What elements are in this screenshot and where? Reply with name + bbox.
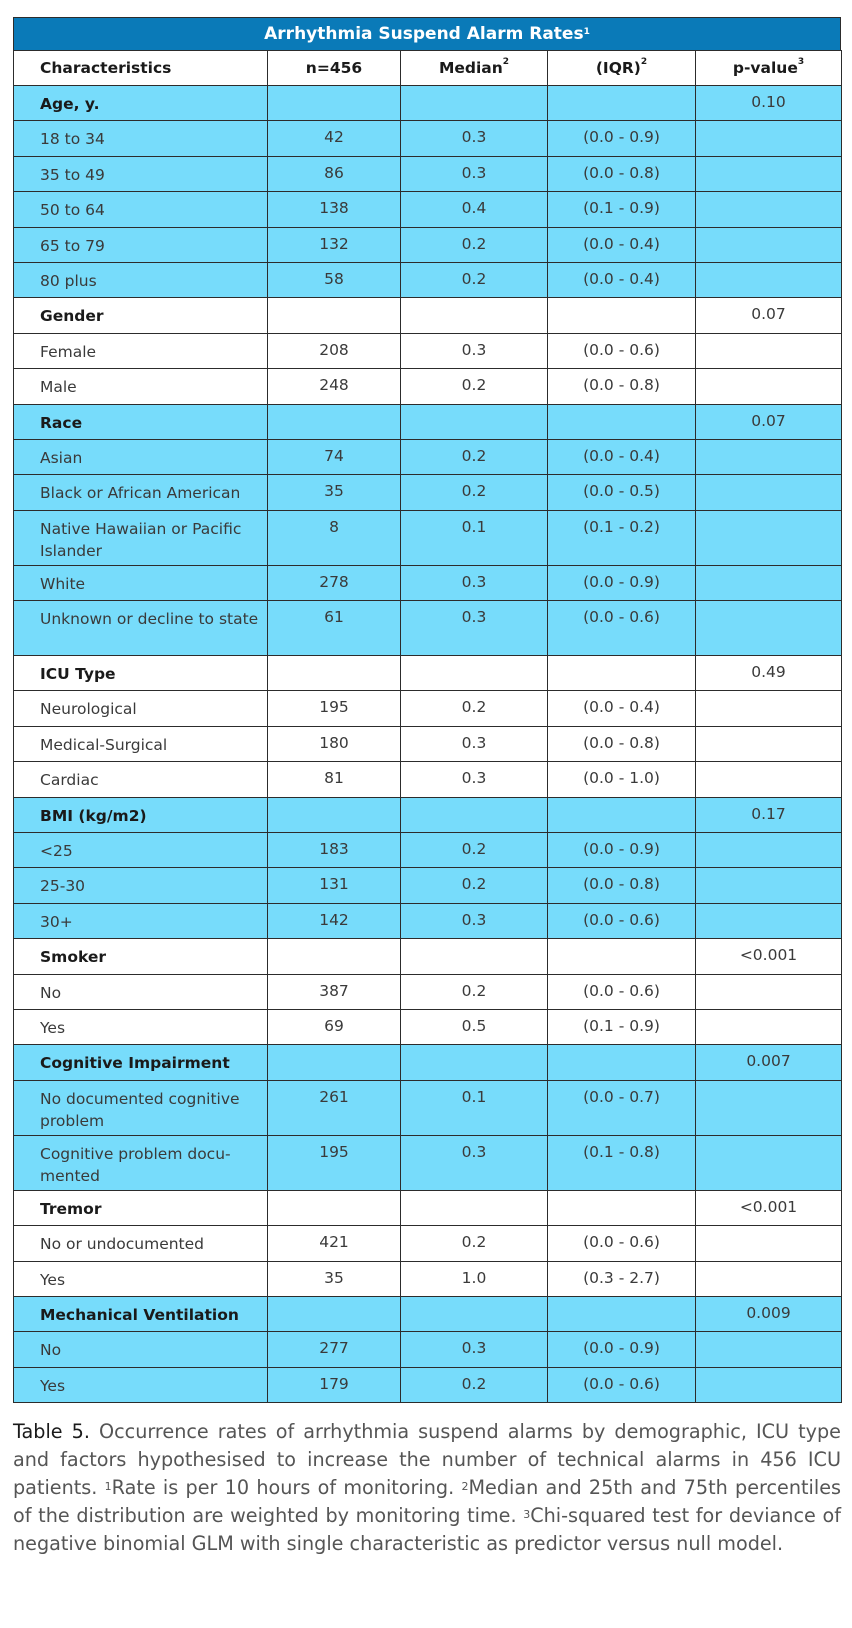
table-row xyxy=(14,1332,842,1367)
row-label: 18 to 34 xyxy=(14,121,268,156)
group-p-value: 0.10 xyxy=(696,86,842,121)
row-median: 0.2 xyxy=(401,475,548,510)
row-median: 0.4 xyxy=(401,192,548,227)
empty-cell xyxy=(548,1296,696,1331)
table-row xyxy=(14,601,842,656)
row-label: Female xyxy=(14,333,268,368)
row-label: Medical-Surgical xyxy=(14,726,268,761)
row-n: 277 xyxy=(268,1332,401,1367)
row-n: 195 xyxy=(268,691,401,726)
row-median: 0.2 xyxy=(401,227,548,262)
footnote-mark: 2 xyxy=(502,57,510,67)
table-row xyxy=(14,903,842,938)
row-median: 0.3 xyxy=(401,601,548,656)
group-header-row xyxy=(14,797,842,832)
row-iqr: (0.1 - 0.9) xyxy=(548,1009,696,1044)
table-row xyxy=(14,1080,842,1135)
group-header-row xyxy=(14,404,842,439)
empty-cell xyxy=(696,1226,842,1261)
column-header xyxy=(14,51,268,86)
row-median: 0.3 xyxy=(401,1332,548,1367)
row-label: No documented cognitive problem xyxy=(14,1080,268,1135)
empty-cell xyxy=(696,439,842,474)
table-row xyxy=(14,974,842,1009)
row-median: 0.3 xyxy=(401,121,548,156)
row-iqr: (0.0 - 0.8) xyxy=(548,369,696,404)
empty-cell xyxy=(268,298,401,333)
footnote-mark: 2 xyxy=(461,1480,469,1493)
row-iqr: (0.0 - 0.9) xyxy=(548,833,696,868)
table-row xyxy=(14,121,842,156)
row-median: 0.1 xyxy=(401,510,548,565)
row-n: 142 xyxy=(268,903,401,938)
row-n: 132 xyxy=(268,227,401,262)
empty-cell xyxy=(696,262,842,297)
row-label: No xyxy=(14,1332,268,1367)
empty-cell xyxy=(401,939,548,974)
table-row xyxy=(14,726,842,761)
column-header-label: n=456 xyxy=(305,59,363,77)
column-header xyxy=(401,51,548,86)
empty-cell xyxy=(696,974,842,1009)
group-p-value: 0.17 xyxy=(696,797,842,832)
row-median: 0.2 xyxy=(401,1226,548,1261)
caption-text: Occurrence rates of arrhythmia suspend alarms by demographic, ICU type and factors hypothesised to increase the number of technical alarms in 456 ICU patients. xyxy=(13,1420,841,1499)
group-name: BMI (kg/m2) xyxy=(14,797,268,832)
row-label: 80 plus xyxy=(14,262,268,297)
row-label: Cognitive problem docu-mented xyxy=(14,1135,268,1190)
row-iqr: (0.0 - 0.9) xyxy=(548,1332,696,1367)
group-p-value: 0.49 xyxy=(696,656,842,691)
row-n: 180 xyxy=(268,726,401,761)
empty-cell xyxy=(401,298,548,333)
table-row xyxy=(14,510,842,565)
row-median: 0.1 xyxy=(401,1080,548,1135)
empty-cell xyxy=(268,939,401,974)
row-label: 50 to 64 xyxy=(14,192,268,227)
group-name: Age, y. xyxy=(14,86,268,121)
empty-cell xyxy=(696,1261,842,1296)
table-row xyxy=(14,1367,842,1402)
row-label: No xyxy=(14,974,268,1009)
empty-cell xyxy=(401,1296,548,1331)
group-p-value: 0.07 xyxy=(696,404,842,439)
group-header-row xyxy=(14,1045,842,1080)
row-n: 195 xyxy=(268,1135,401,1190)
row-label: No or undocumented xyxy=(14,1226,268,1261)
row-n: 61 xyxy=(268,601,401,656)
row-median: 0.3 xyxy=(401,333,548,368)
empty-cell xyxy=(696,227,842,262)
empty-cell xyxy=(696,192,842,227)
empty-cell xyxy=(268,656,401,691)
row-iqr: (0.0 - 0.8) xyxy=(548,156,696,191)
row-median: 0.2 xyxy=(401,369,548,404)
row-label: Neurological xyxy=(14,691,268,726)
empty-cell xyxy=(696,1080,842,1135)
row-median: 0.3 xyxy=(401,762,548,797)
row-iqr: (0.0 - 0.6) xyxy=(548,333,696,368)
caption-text: Rate is per 10 hours of monitoring. xyxy=(111,1476,462,1499)
empty-cell xyxy=(548,298,696,333)
row-iqr: (0.0 - 0.6) xyxy=(548,903,696,938)
row-median: 0.2 xyxy=(401,262,548,297)
empty-cell xyxy=(548,939,696,974)
row-label: 25-30 xyxy=(14,868,268,903)
table-row xyxy=(14,333,842,368)
table-caption xyxy=(13,1418,841,1558)
empty-cell xyxy=(696,691,842,726)
row-n: 58 xyxy=(268,262,401,297)
row-median: 1.0 xyxy=(401,1261,548,1296)
group-name: Race xyxy=(14,404,268,439)
row-iqr: (0.0 - 0.6) xyxy=(548,601,696,656)
group-name: Cognitive Impairment xyxy=(14,1045,268,1080)
row-n: 35 xyxy=(268,475,401,510)
row-iqr: (0.0 - 0.4) xyxy=(548,439,696,474)
table-row xyxy=(14,192,842,227)
group-header-row xyxy=(14,939,842,974)
row-iqr: (0.0 - 0.9) xyxy=(548,565,696,600)
empty-cell xyxy=(696,601,842,656)
row-iqr: (0.0 - 0.7) xyxy=(548,1080,696,1135)
table-row xyxy=(14,262,842,297)
row-n: 42 xyxy=(268,121,401,156)
alarm-rates-table xyxy=(13,50,842,1403)
table-body xyxy=(14,86,842,1403)
group-header-row xyxy=(14,656,842,691)
row-n: 248 xyxy=(268,369,401,404)
row-n: 208 xyxy=(268,333,401,368)
empty-cell xyxy=(548,1190,696,1225)
group-p-value: 0.009 xyxy=(696,1296,842,1331)
group-name: Gender xyxy=(14,298,268,333)
row-label: <25 xyxy=(14,833,268,868)
empty-cell xyxy=(401,1045,548,1080)
row-n: 261 xyxy=(268,1080,401,1135)
table-row xyxy=(14,227,842,262)
row-median: 0.3 xyxy=(401,726,548,761)
empty-cell xyxy=(268,404,401,439)
row-iqr: (0.0 - 0.6) xyxy=(548,1367,696,1402)
row-label: Yes xyxy=(14,1367,268,1402)
table-row xyxy=(14,439,842,474)
group-p-value: <0.001 xyxy=(696,939,842,974)
row-n: 86 xyxy=(268,156,401,191)
empty-cell xyxy=(548,86,696,121)
row-median: 0.5 xyxy=(401,1009,548,1044)
row-label: Yes xyxy=(14,1009,268,1044)
empty-cell xyxy=(696,868,842,903)
empty-cell xyxy=(401,1190,548,1225)
row-n: 421 xyxy=(268,1226,401,1261)
row-median: 0.2 xyxy=(401,868,548,903)
row-median: 0.3 xyxy=(401,156,548,191)
empty-cell xyxy=(268,1045,401,1080)
empty-cell xyxy=(696,156,842,191)
group-header-row xyxy=(14,298,842,333)
empty-cell xyxy=(696,1009,842,1044)
group-name: ICU Type xyxy=(14,656,268,691)
row-label: 65 to 79 xyxy=(14,227,268,262)
empty-cell xyxy=(696,565,842,600)
row-median: 0.2 xyxy=(401,439,548,474)
empty-cell xyxy=(696,762,842,797)
row-n: 179 xyxy=(268,1367,401,1402)
table-row xyxy=(14,565,842,600)
empty-cell xyxy=(696,1367,842,1402)
empty-cell xyxy=(401,656,548,691)
empty-cell xyxy=(696,510,842,565)
row-label: Black or African American xyxy=(14,475,268,510)
empty-cell xyxy=(696,1135,842,1190)
empty-cell xyxy=(548,1045,696,1080)
group-p-value: 0.007 xyxy=(696,1045,842,1080)
table-row xyxy=(14,1226,842,1261)
group-header-row xyxy=(14,1190,842,1225)
empty-cell xyxy=(268,86,401,121)
footnote-mark: 1 xyxy=(104,1480,112,1493)
empty-cell xyxy=(401,797,548,832)
empty-cell xyxy=(696,121,842,156)
empty-cell xyxy=(401,404,548,439)
caption-lead: Table 5. xyxy=(13,1420,90,1443)
table-row xyxy=(14,475,842,510)
row-n: 138 xyxy=(268,192,401,227)
empty-cell xyxy=(268,1190,401,1225)
table-row xyxy=(14,1009,842,1044)
group-p-value: 0.07 xyxy=(696,298,842,333)
empty-cell xyxy=(268,1296,401,1331)
empty-cell xyxy=(548,404,696,439)
row-iqr: (0.0 - 0.5) xyxy=(548,475,696,510)
row-label: White xyxy=(14,565,268,600)
row-median: 0.2 xyxy=(401,1367,548,1402)
row-label: Native Hawaiian or Pacific Islander xyxy=(14,510,268,565)
table-row xyxy=(14,369,842,404)
group-p-value: <0.001 xyxy=(696,1190,842,1225)
empty-cell xyxy=(401,86,548,121)
row-median: 0.2 xyxy=(401,833,548,868)
column-header-label: (IQR) xyxy=(595,59,641,77)
row-iqr: (0.0 - 0.8) xyxy=(548,726,696,761)
table-row xyxy=(14,833,842,868)
row-n: 69 xyxy=(268,1009,401,1044)
table-row xyxy=(14,691,842,726)
group-header-row xyxy=(14,1296,842,1331)
column-header-label: Median xyxy=(438,59,503,77)
row-iqr: (0.3 - 2.7) xyxy=(548,1261,696,1296)
table-title-text: Arrhythmia Suspend Alarm Rates xyxy=(264,24,584,44)
group-name: Mechanical Ventilation xyxy=(14,1296,268,1331)
caption-text: Median and 25th and 75th percentiles of the distribution are weighted by monitoring time. xyxy=(13,1476,841,1527)
row-label: Yes xyxy=(14,1261,268,1296)
empty-cell xyxy=(696,903,842,938)
row-label: 30+ xyxy=(14,903,268,938)
column-header xyxy=(696,51,842,86)
row-iqr: (0.1 - 0.2) xyxy=(548,510,696,565)
row-label: Asian xyxy=(14,439,268,474)
row-iqr: (0.0 - 0.4) xyxy=(548,691,696,726)
row-n: 278 xyxy=(268,565,401,600)
column-header xyxy=(268,51,401,86)
table-title xyxy=(13,17,841,50)
row-n: 81 xyxy=(268,762,401,797)
row-n: 183 xyxy=(268,833,401,868)
row-label: Cardiac xyxy=(14,762,268,797)
table-row xyxy=(14,868,842,903)
row-iqr: (0.0 - 0.8) xyxy=(548,868,696,903)
row-iqr: (0.0 - 1.0) xyxy=(548,762,696,797)
row-median: 0.2 xyxy=(401,691,548,726)
empty-cell xyxy=(548,797,696,832)
empty-cell xyxy=(696,475,842,510)
footnote-mark: 2 xyxy=(640,57,648,67)
row-median: 0.3 xyxy=(401,1135,548,1190)
empty-cell xyxy=(696,726,842,761)
empty-cell xyxy=(696,333,842,368)
results-table-container xyxy=(13,17,841,1403)
row-label: 35 to 49 xyxy=(14,156,268,191)
table-row xyxy=(14,1135,842,1190)
footnote-mark: 3 xyxy=(797,57,805,67)
empty-cell xyxy=(548,656,696,691)
group-name: Tremor xyxy=(14,1190,268,1225)
group-name: Smoker xyxy=(14,939,268,974)
row-iqr: (0.1 - 0.8) xyxy=(548,1135,696,1190)
row-n: 387 xyxy=(268,974,401,1009)
row-n: 74 xyxy=(268,439,401,474)
row-n: 131 xyxy=(268,868,401,903)
empty-cell xyxy=(696,369,842,404)
row-iqr: (0.0 - 0.6) xyxy=(548,1226,696,1261)
column-header xyxy=(548,51,696,86)
row-label: Unknown or decline to state xyxy=(14,601,268,656)
row-iqr: (0.0 - 0.9) xyxy=(548,121,696,156)
table-row xyxy=(14,1261,842,1296)
footnote-mark: 3 xyxy=(523,1508,531,1521)
row-iqr: (0.0 - 0.4) xyxy=(548,262,696,297)
column-header-row xyxy=(14,51,842,86)
row-iqr: (0.0 - 0.4) xyxy=(548,227,696,262)
table-title-footnote-mark: 1 xyxy=(583,27,590,37)
row-n: 35 xyxy=(268,1261,401,1296)
column-header-label: p-value xyxy=(732,59,798,77)
group-header-row xyxy=(14,86,842,121)
row-iqr: (0.0 - 0.6) xyxy=(548,974,696,1009)
row-median: 0.2 xyxy=(401,974,548,1009)
row-iqr: (0.1 - 0.9) xyxy=(548,192,696,227)
row-median: 0.3 xyxy=(401,903,548,938)
column-header-label: Characteristics xyxy=(40,59,172,77)
table-row xyxy=(14,762,842,797)
row-label: Male xyxy=(14,369,268,404)
row-n: 8 xyxy=(268,510,401,565)
caption-text: Chi-squared test for deviance of negative binomial GLM with single characteristic as predictor versus null model. xyxy=(13,1504,841,1555)
empty-cell xyxy=(696,1332,842,1367)
table-row xyxy=(14,156,842,191)
row-median: 0.3 xyxy=(401,565,548,600)
empty-cell xyxy=(696,833,842,868)
empty-cell xyxy=(268,797,401,832)
